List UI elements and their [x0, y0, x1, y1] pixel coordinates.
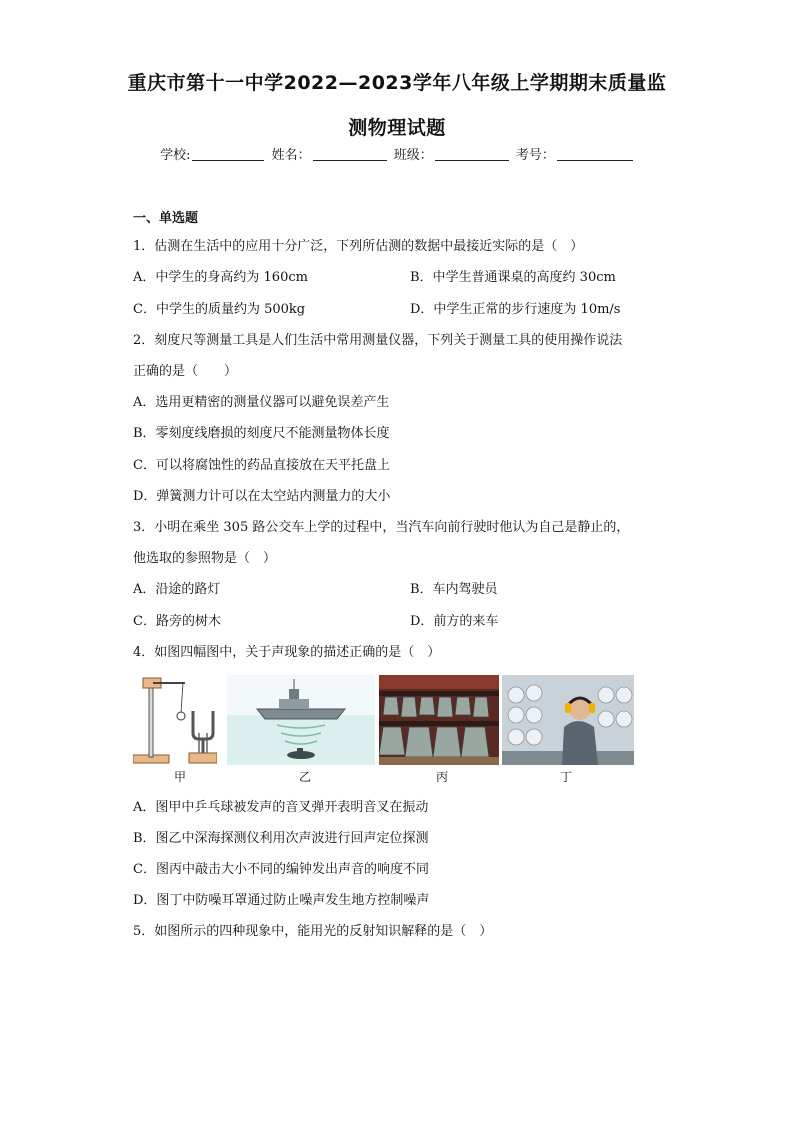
q3-option-b: B．车内驾驶员 — [410, 582, 498, 597]
q5-stem: 5．如图所示的四种现象中，能用光的反射知识解释的是（ ） — [133, 924, 493, 939]
q1-option-a: A．中学生的身高约为 160cm — [133, 270, 308, 285]
q2-stem-line-1: 2．刻度尺等测量工具是人们生活中常用测量仪器，下列关于测量工具的使用操作说法 — [133, 333, 623, 348]
student-info-row — [0, 144, 794, 163]
ship-sonar-figure — [227, 675, 375, 765]
class-blank[interactable] — [435, 148, 509, 161]
exam-no-label: 考号： — [515, 148, 555, 163]
q4-option-d: D．图丁中防噪耳罩通过防止噪声发生地方控制噪声 — [133, 893, 430, 908]
q4-stem: 4．如图四幅图中，关于声现象的描述正确的是（ ） — [133, 645, 441, 660]
q1-option-c: C．中学生的质量约为 500kg — [133, 302, 306, 317]
q3-option-c: C．路旁的树木 — [133, 614, 221, 629]
exam-title-line-1: 重庆市第十一中学2022—2023学年八年级上学期期末质量监 — [127, 72, 667, 94]
school-label: 学校: — [160, 148, 191, 163]
q4-option-a: A．图甲中乒乓球被发声的音叉弹开表明音叉在振动 — [133, 800, 429, 815]
class-label: 班级： — [393, 148, 433, 163]
q3-stem-line-2: 他选取的参照物是（ ） — [133, 551, 277, 566]
figure-label-jia: 甲 — [173, 770, 186, 784]
figure-label-ding: 丁 — [559, 770, 572, 784]
q4-option-c: C．图丙中敲击大小不同的编钟发出声音的响度不同 — [133, 862, 429, 877]
name-label: 姓名： — [271, 148, 311, 163]
q2-option-b: B．零刻度线磨损的刻度尺不能测量物体长度 — [133, 426, 390, 441]
figure-label-yi: 乙 — [298, 770, 311, 784]
q3-option-a: A．沿途的路灯 — [133, 582, 221, 597]
q2-option-a: A．选用更精密的测量仪器可以避免误差产生 — [133, 395, 390, 410]
name-blank[interactable] — [313, 148, 387, 161]
q2-option-c: C．可以将腐蚀性的药品直接放在天平托盘上 — [133, 458, 390, 473]
ear-protection-figure — [502, 675, 634, 765]
exam-title-line-2: 测物理试题 — [348, 117, 446, 139]
section-title: 一、单选题 — [133, 211, 199, 226]
q1-stem: 1．估测在生活中的应用十分广泛，下列所估测的数据中最接近实际的是（ ） — [133, 239, 584, 254]
q3-option-d: D．前方的来车 — [410, 614, 499, 629]
tuning-fork-figure — [133, 675, 217, 765]
figure-label-bing: 丙 — [435, 770, 448, 784]
school-blank[interactable] — [192, 148, 264, 161]
q2-stem-line-2: 正确的是（ ） — [133, 364, 238, 379]
q1-option-b: B．中学生普通课桌的高度约 30cm — [410, 270, 616, 285]
q4-option-b: B．图乙中深海探测仪利用次声波进行回声定位探测 — [133, 831, 429, 846]
q2-option-d: D．弹簧测力计可以在太空站内测量力的大小 — [133, 489, 391, 504]
q1-option-d: D．中学生正常的步行速度为 10m/s — [410, 302, 621, 317]
chime-bells-figure — [379, 675, 499, 765]
q3-stem-line-1: 3．小明在乘坐 305 路公交车上学的过程中，当汽车向前行驶时他认为自己是静止的， — [133, 520, 630, 535]
exam-no-blank[interactable] — [557, 148, 633, 161]
